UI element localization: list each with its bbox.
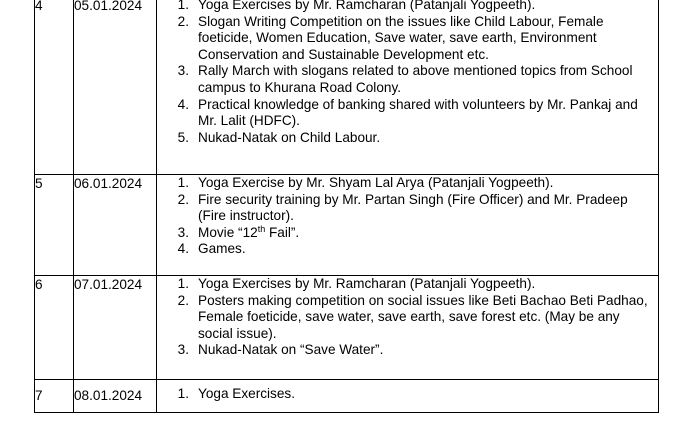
activity-item: 1. Yoga Exercises. <box>177 386 295 401</box>
table-row <box>35 380 659 413</box>
date-cell: 07.01.2024 <box>74 276 157 380</box>
activities-cell <box>157 380 659 413</box>
activity-item: 1. Yoga Exercise by Mr. Shyam Lal Arya (Patanjali Yogpeeth). <box>177 175 554 190</box>
date-cell: 08.01.2024 <box>74 380 157 413</box>
activity-item: 2. Fire security training by Mr. Partan Singh (Fire Officer) and Mr. Pradeep (Fire instructor). <box>177 191 628 224</box>
activity-item: 1. Yoga Exercises by Mr. Ramcharan (Patanjali Yogpeeth). <box>177 276 536 291</box>
serial-number-cell: 6 <box>35 276 74 380</box>
activity-schedule-table <box>34 0 659 413</box>
serial-number-cell: 7 <box>35 380 74 413</box>
activity-list <box>157 175 658 258</box>
activity-item: 2. Slogan Writing Competition on the issues like Child Labour, Female foeticide, Women Education, Save water, save earth, Environment Conservation and Sustainable Development etc. <box>177 13 604 62</box>
activity-item: 1. Yoga Exercises by Mr. Ramcharan (Patanjali Yogpeeth). <box>177 0 536 12</box>
date-cell: 06.01.2024 <box>74 175 157 276</box>
activity-list <box>157 386 658 403</box>
serial-number-cell: 5 <box>35 175 74 276</box>
table-row <box>35 175 659 276</box>
serial-number-cell: 4 <box>35 0 74 175</box>
activity-item: 3. Rally March with slogans related to above mentioned topics from School campus to Khurana Road Colony. <box>177 63 633 95</box>
activities-cell <box>157 0 659 175</box>
activities-cell <box>157 276 659 380</box>
activity-item: 3. Movie “12th Fail”. <box>177 223 300 240</box>
activity-list <box>157 276 658 359</box>
activity-item: 2. Posters making competition on social issues like Beti Bachao Beti Padhao, Female foeticide, save water, save earth, save forest etc. (May be any social issue). <box>177 292 648 341</box>
table-row <box>35 0 659 175</box>
activity-item: 4. Practical knowledge of banking shared with volunteers by Mr. Pankaj and Mr. Lalit (HDFC). <box>177 96 638 129</box>
activity-list <box>157 0 658 146</box>
table-row <box>35 276 659 380</box>
activity-item: 5. Nukad-Natak on Child Labour. <box>177 129 381 145</box>
activity-item: 3. Nukad-Natak on “Save Water”. <box>177 342 384 358</box>
activities-cell <box>157 175 659 276</box>
date-cell: 05.01.2024 <box>74 0 157 175</box>
activity-item: 4. Games. <box>177 241 246 257</box>
